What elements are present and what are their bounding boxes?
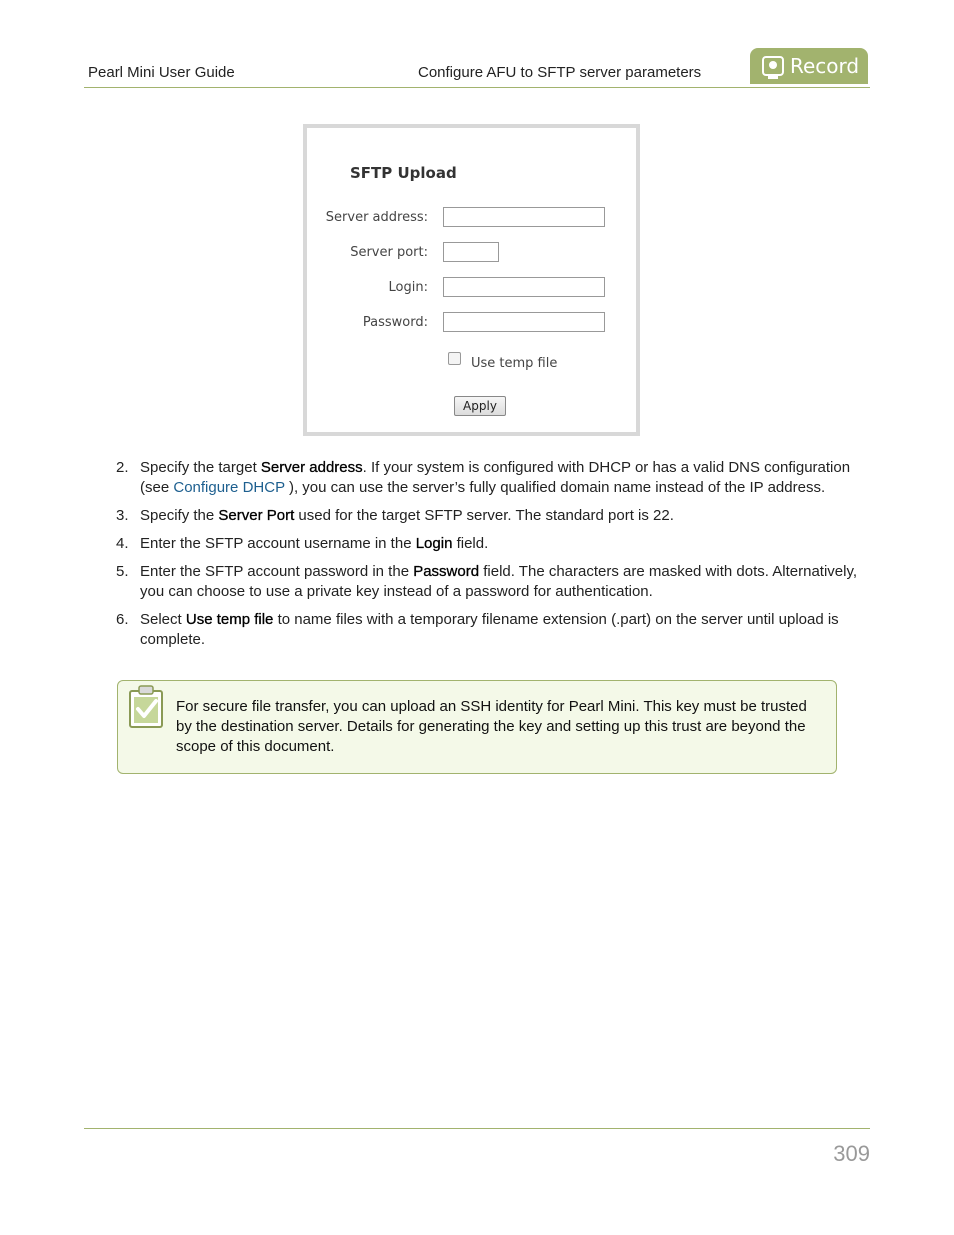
step-text: to name files with a temporary filename extension (.part) on the server until upload is complete. — [140, 611, 839, 648]
step-term: Password — [413, 563, 480, 580]
server-address-label: Server address: — [325, 210, 428, 225]
steps-list — [110, 458, 870, 658]
step-text: field. — [452, 535, 489, 552]
list-item — [110, 562, 870, 602]
step-term: Server Port — [218, 507, 295, 524]
step-number: 6. — [116, 611, 129, 628]
section-title: Configure AFU to SFTP server parameters — [418, 64, 702, 81]
apply-button[interactable]: Apply — [454, 396, 506, 416]
step-text: . If your system is configured with DHCP or has a valid DNS configuration (see — [140, 459, 851, 496]
record-tab — [750, 48, 868, 84]
sftp-upload-title: SFTP Upload — [350, 164, 457, 182]
list-item — [110, 534, 870, 554]
step-text: Specify the target — [140, 459, 261, 476]
password-label: Password: — [362, 315, 428, 330]
clipboard-check-icon — [128, 685, 164, 729]
step-text: Select — [140, 611, 186, 628]
login-label: Login: — [388, 280, 428, 295]
step-text: field. The characters are masked with dots. Alternatively, you can choose to use a private key instead of a password for authentication. — [140, 563, 858, 600]
step-number: 2. — [116, 459, 129, 476]
server-port-label: Server port: — [350, 245, 428, 260]
server-address-input[interactable] — [443, 207, 605, 227]
record-icon — [762, 56, 784, 76]
page-number: 309 — [833, 1141, 870, 1166]
step-text: ), you can use the server’s fully qualified domain name instead of the IP address. — [284, 479, 826, 496]
guide-title: Pearl Mini User Guide — [88, 64, 235, 81]
step-term: Use temp file — [185, 611, 274, 628]
server-port-input[interactable] — [443, 242, 499, 262]
login-input[interactable] — [443, 277, 605, 297]
footer-divider — [84, 1128, 870, 1129]
step-term: Login — [415, 535, 453, 552]
list-item — [110, 506, 870, 526]
step-text: Enter the SFTP account password in the — [140, 563, 414, 580]
step-number: 4. — [116, 535, 129, 552]
record-tab-label: Record — [790, 54, 860, 78]
use-temp-file-checkbox[interactable] — [448, 352, 461, 365]
sftp-upload-screenshot — [303, 124, 640, 436]
page-header — [84, 48, 870, 88]
list-item — [110, 610, 870, 650]
list-item — [110, 458, 870, 498]
step-text: Enter the SFTP account username in the — [140, 535, 416, 552]
step-number: 5. — [116, 563, 129, 580]
step-term: Server address — [260, 459, 363, 476]
note-box — [117, 680, 837, 774]
password-input[interactable] — [443, 312, 605, 332]
step-number: 3. — [116, 507, 129, 524]
note-text: For secure file transfer, you can upload an SSH identity for Pearl Mini. This key must be trusted by the destination server. Details for generating the key and setting up this trust are beyond the scope of this document. — [176, 698, 807, 755]
step-text: Specify the — [140, 507, 219, 524]
step-text: used for the target SFTP server. The standard port is 22. — [294, 507, 674, 524]
use-temp-file-label: Use temp file — [471, 356, 558, 371]
configure-dhcp-link[interactable]: Configure DHCP — [173, 479, 285, 496]
